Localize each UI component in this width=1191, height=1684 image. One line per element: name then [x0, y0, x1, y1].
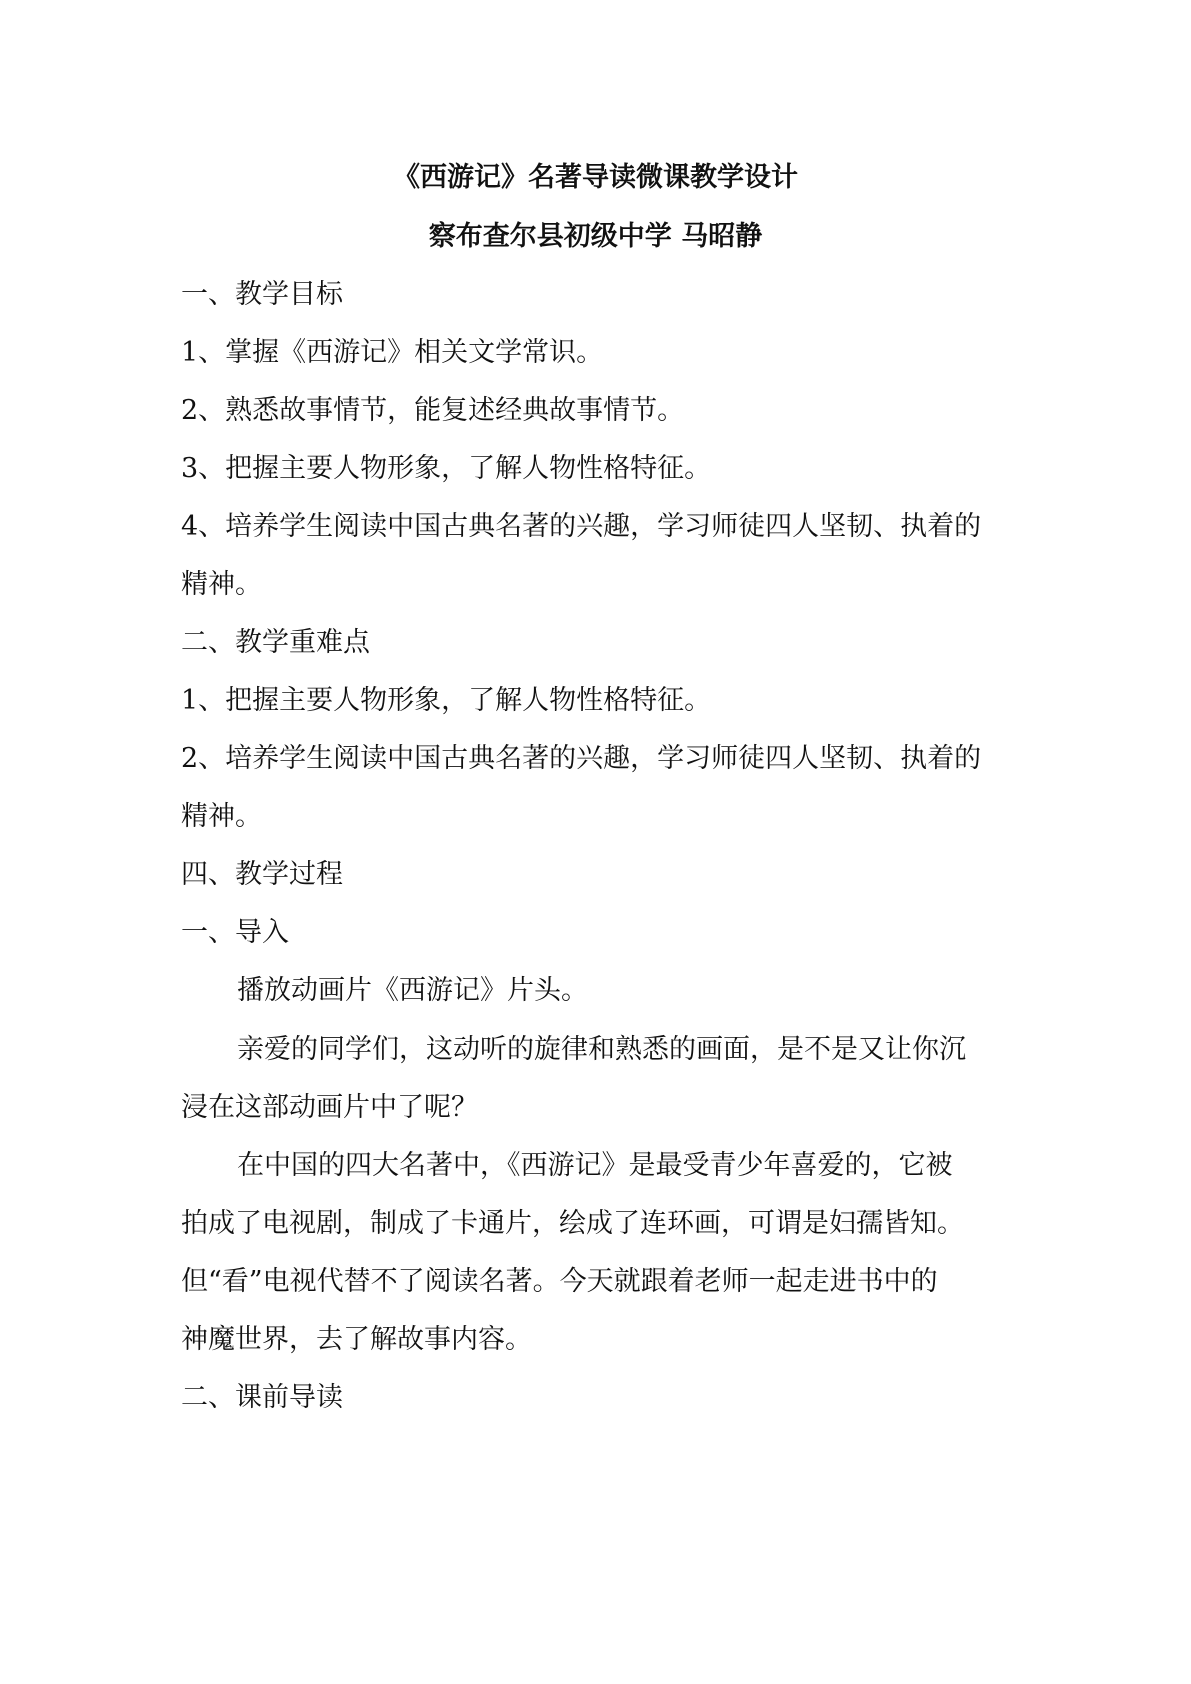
paragraph-line: 精神。 [181, 569, 262, 600]
document-title: 《西游记》名著导读微课教学设计 [393, 162, 798, 193]
paragraph-line: 2、培养学生阅读中国古典名著的兴趣，学习师徒四人坚韧、执着的 [181, 743, 982, 774]
paragraph-line: 亲爱的同学们，这动听的旋律和熟悉的画面，是不是又让你沉 [237, 1034, 966, 1065]
paragraph-line: 但“看”电视代替不了阅读名著。今天就跟着老师一起走进书中的 [181, 1266, 938, 1297]
paragraph-line: 播放动画片《西游记》片头。 [237, 975, 588, 1006]
paragraph-line: 精神。 [181, 801, 262, 832]
paragraph-line: 浸在这部动画片中了呢？ [181, 1092, 478, 1123]
section-heading-pre-reading: 二、课前导读 [181, 1382, 343, 1413]
paragraph-line: 2、熟悉故事情节，能复述经典故事情节。 [181, 395, 685, 426]
paragraph-line: 拍成了电视剧，制成了卡通片，绘成了连环画，可谓是妇孺皆知。 [181, 1208, 964, 1239]
paragraph-line: 1、把握主要人物形象，了解人物性格特征。 [181, 685, 712, 716]
section-heading-intro: 一、导入 [181, 917, 289, 948]
section-heading-objectives: 一、教学目标 [181, 279, 343, 310]
paragraph-line: 1、掌握《西游记》相关文学常识。 [181, 337, 604, 368]
section-heading-process: 四、教学过程 [181, 859, 343, 890]
paragraph-line: 3、把握主要人物形象，了解人物性格特征。 [181, 453, 712, 484]
document-author: 察布查尔县初级中学 马昭静 [428, 221, 763, 252]
paragraph-line: 在中国的四大名著中，《西游记》是最受青少年喜爱的，它被 [237, 1150, 953, 1181]
section-heading-key-points: 二、教学重难点 [181, 627, 370, 658]
paragraph-line: 神魔世界，去了解故事内容。 [181, 1324, 532, 1355]
paragraph-line: 4、培养学生阅读中国古典名著的兴趣，学习师徒四人坚韧、执着的 [181, 511, 982, 542]
